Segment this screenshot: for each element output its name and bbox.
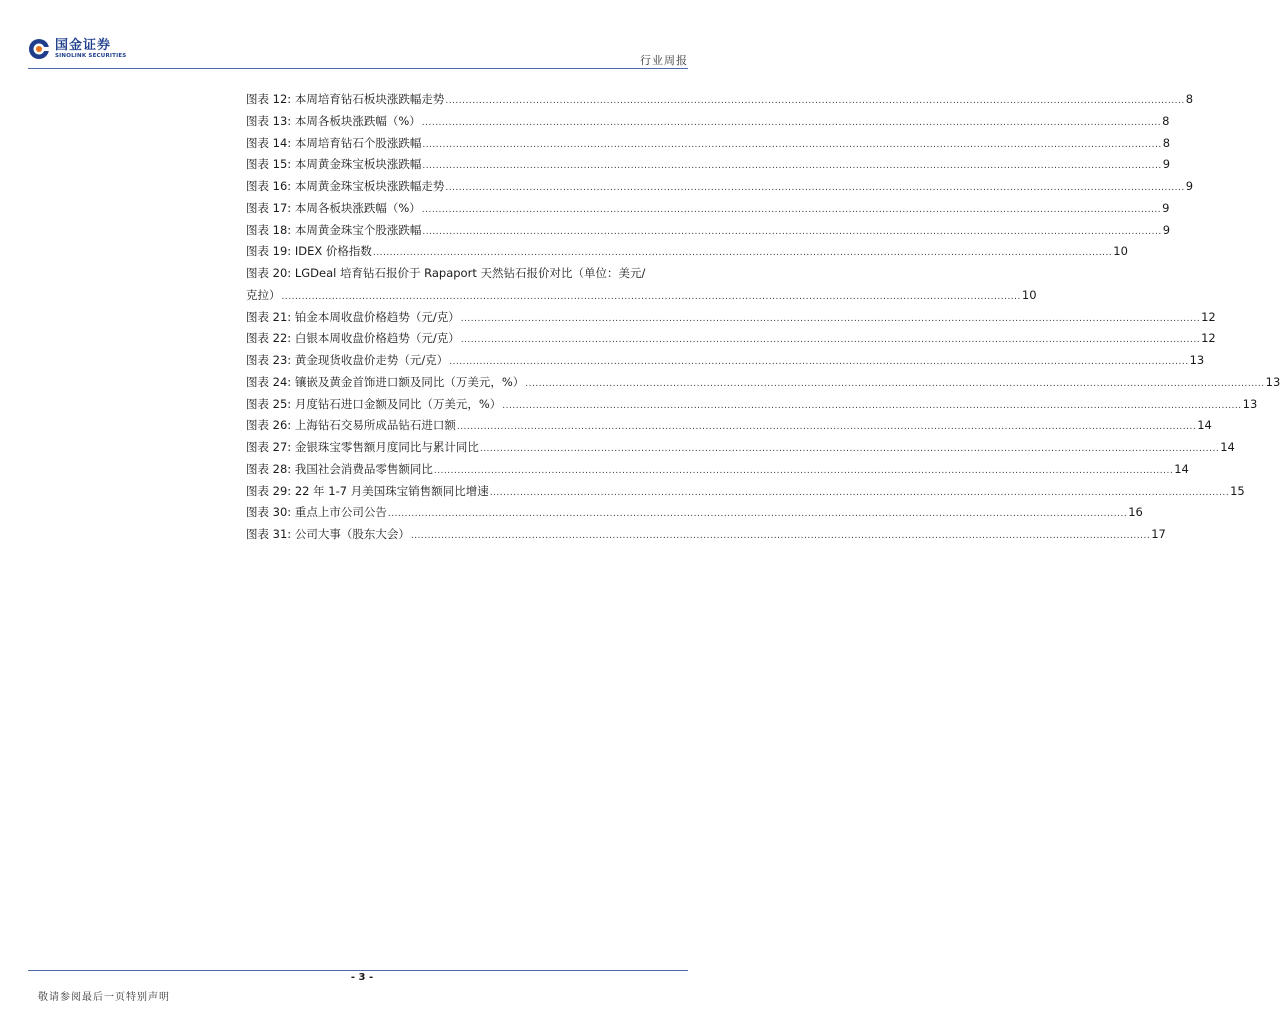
toc-entry-page: 10	[1113, 244, 1128, 259]
toc-leader-dots: ............................................................................................................................................................................................................................	[449, 357, 1189, 367]
toc-entry[interactable]	[246, 415, 1212, 437]
toc-entry[interactable]	[246, 481, 1245, 503]
toc-entry-continuation[interactable]	[246, 285, 1037, 307]
toc-entry-title: 图表 31: 公司大事（股东大会）	[246, 527, 410, 541]
toc-leader-dots: ............................................................................................................................................................................................................................	[433, 465, 1174, 476]
logo-chinese-name: 国金证券	[55, 37, 112, 53]
toc-entry-page: 9	[1162, 157, 1171, 172]
company-logo	[28, 38, 126, 60]
toc-leader-dots: ............................................................................................................................................................................................................................	[456, 422, 1197, 433]
toc-entry-page: 9	[1162, 200, 1170, 215]
page-header	[28, 38, 688, 68]
toc-entry-page: 13	[1189, 353, 1205, 367]
toc-entry[interactable]	[246, 133, 1171, 155]
toc-entry-page: 8	[1162, 135, 1171, 150]
toc-entry-title: 图表 27: 金银珠宝零售额月度同比与累计同比	[246, 440, 479, 454]
toc-entry-page: 16	[1128, 505, 1143, 520]
toc-leader-dots: ............................................................................................................................................................................................................................	[445, 183, 1185, 193]
toc-entry-title: 图表 28: 我国社会消费品零售额同比	[246, 461, 433, 476]
toc-entry[interactable]	[246, 220, 1171, 242]
toc-entry-title: 图表 30: 重点上市公司公告	[246, 505, 387, 520]
toc-leader-dots: ............................................................................................................................................................................................................................	[422, 226, 1162, 237]
toc-entry[interactable]	[246, 350, 1205, 372]
toc-entry[interactable]	[246, 524, 1166, 546]
toc-entry-page: 14	[1197, 418, 1212, 433]
figure-table-of-contents	[246, 89, 1280, 546]
page-number: - 3 -	[350, 972, 374, 983]
toc-entry[interactable]	[246, 89, 1194, 111]
toc-leader-dots: ............................................................................................................................................................................................................................	[479, 444, 1220, 454]
toc-entry-page: 12	[1201, 309, 1216, 324]
toc-entry-title: 图表 13: 本周各板块涨跌幅（%）	[246, 113, 421, 128]
toc-leader-dots: ............................................................................................................................................................................................................................	[525, 378, 1265, 389]
toc-entry-title: 图表 19: IDEX 价格指数	[246, 244, 372, 259]
toc-entry-page: 9	[1162, 222, 1171, 237]
toc-entry-title: 图表 24: 镶嵌及黄金首饰进口额及同比（万美元，%）	[246, 374, 525, 389]
toc-leader-dots: ............................................................................................................................................................................................................................	[460, 313, 1201, 324]
toc-entry-page: 10	[1021, 287, 1037, 302]
toc-entry-title: 图表 20: LGDeal 培育钻石报价于 Rapaport 天然钻石报价对比（单位：美元/	[246, 266, 646, 280]
logo-english-name: SINOLINK SECURITIES	[55, 52, 127, 59]
toc-entry-title: 图表 15: 本周黄金珠宝板块涨跌幅	[246, 157, 422, 172]
toc-leader-dots: ............................................................................................................................................................................................................................	[502, 400, 1242, 411]
footer-divider	[28, 970, 688, 971]
toc-entry-title: 图表 17: 本周各板块涨跌幅（%）	[246, 200, 421, 215]
toc-leader-dots: ............................................................................................................................................................................................................................	[281, 291, 1021, 302]
toc-entry[interactable]	[246, 154, 1171, 176]
toc-leader-dots: ............................................................................................................................................................................................................................	[421, 117, 1162, 128]
toc-leader-dots: ............................................................................................................................................................................................................................	[489, 487, 1230, 498]
toc-entry-page: 12	[1201, 331, 1216, 346]
toc-entry[interactable]	[246, 437, 1235, 459]
toc-leader-dots: ............................................................................................................................................................................................................................	[422, 161, 1162, 172]
toc-entry[interactable]	[246, 176, 1194, 198]
toc-entry-title: 图表 16: 本周黄金珠宝板块涨跌幅走势	[246, 179, 445, 193]
toc-entry-title: 图表 29: 22 年 1-7 月美国珠宝销售额同比增速	[246, 483, 489, 498]
toc-entry[interactable]	[246, 502, 1143, 524]
toc-entry-title: 图表 21: 铂金本周收盘价格趋势（元/克）	[246, 309, 460, 324]
toc-entry[interactable]	[246, 263, 686, 285]
toc-entry-page: 8	[1162, 113, 1170, 128]
toc-entry-page: 15	[1230, 483, 1245, 498]
toc-leader-dots: ............................................................................................................................................................................................................................	[410, 531, 1151, 541]
toc-leader-dots: ............................................................................................................................................................................................................................	[372, 248, 1113, 259]
toc-entry[interactable]	[246, 241, 1128, 263]
toc-entry[interactable]	[246, 394, 1258, 416]
toc-entry-title: 图表 26: 上海钻石交易所成品钻石进口额	[246, 418, 456, 433]
toc-entry[interactable]	[246, 459, 1189, 481]
sinolink-logo-icon	[28, 38, 50, 60]
toc-entry-page: 13	[1242, 396, 1258, 411]
toc-leader-dots: ............................................................................................................................................................................................................................	[421, 204, 1162, 215]
toc-entry-title-continuation: 克拉）	[246, 287, 281, 302]
toc-entry-title: 图表 23: 黄金现货收盘价走势（元/克）	[246, 353, 449, 367]
toc-entry-page: 14	[1220, 440, 1235, 454]
toc-leader-dots: ............................................................................................................................................................................................................................	[460, 335, 1201, 346]
report-type-label: 行业周报	[640, 54, 688, 67]
toc-entry-page: 8	[1185, 92, 1194, 106]
toc-entry-title: 图表 25: 月度钻石进口金额及同比（万美元，%）	[246, 396, 502, 411]
toc-entry-title: 图表 12: 本周培育钻石板块涨跌幅走势	[246, 92, 445, 106]
toc-entry-title: 图表 14: 本周培育钻石个股涨跌幅	[246, 135, 422, 150]
header-divider	[28, 68, 688, 69]
toc-entry-title: 图表 18: 本周黄金珠宝个股涨跌幅	[246, 222, 422, 237]
toc-leader-dots: ............................................................................................................................................................................................................................	[387, 509, 1128, 520]
toc-entry-page: 13	[1265, 374, 1280, 389]
toc-entry-page: 17	[1151, 527, 1166, 541]
toc-entry[interactable]	[246, 198, 1170, 220]
toc-entry-page: 9	[1185, 179, 1194, 193]
toc-entry[interactable]	[246, 307, 1216, 329]
toc-entry-page: 14	[1174, 461, 1189, 476]
toc-entry[interactable]	[246, 372, 1280, 394]
toc-entry-title: 图表 22: 白银本周收盘价格趋势（元/克）	[246, 331, 460, 346]
toc-entry[interactable]	[246, 111, 1170, 133]
toc-entry[interactable]	[246, 328, 1216, 350]
toc-leader-dots: ............................................................................................................................................................................................................................	[422, 139, 1162, 150]
toc-leader-dots: ............................................................................................................................................................................................................................	[445, 96, 1185, 106]
disclaimer-note: 敬请参阅最后一页特别声明	[38, 992, 170, 1003]
